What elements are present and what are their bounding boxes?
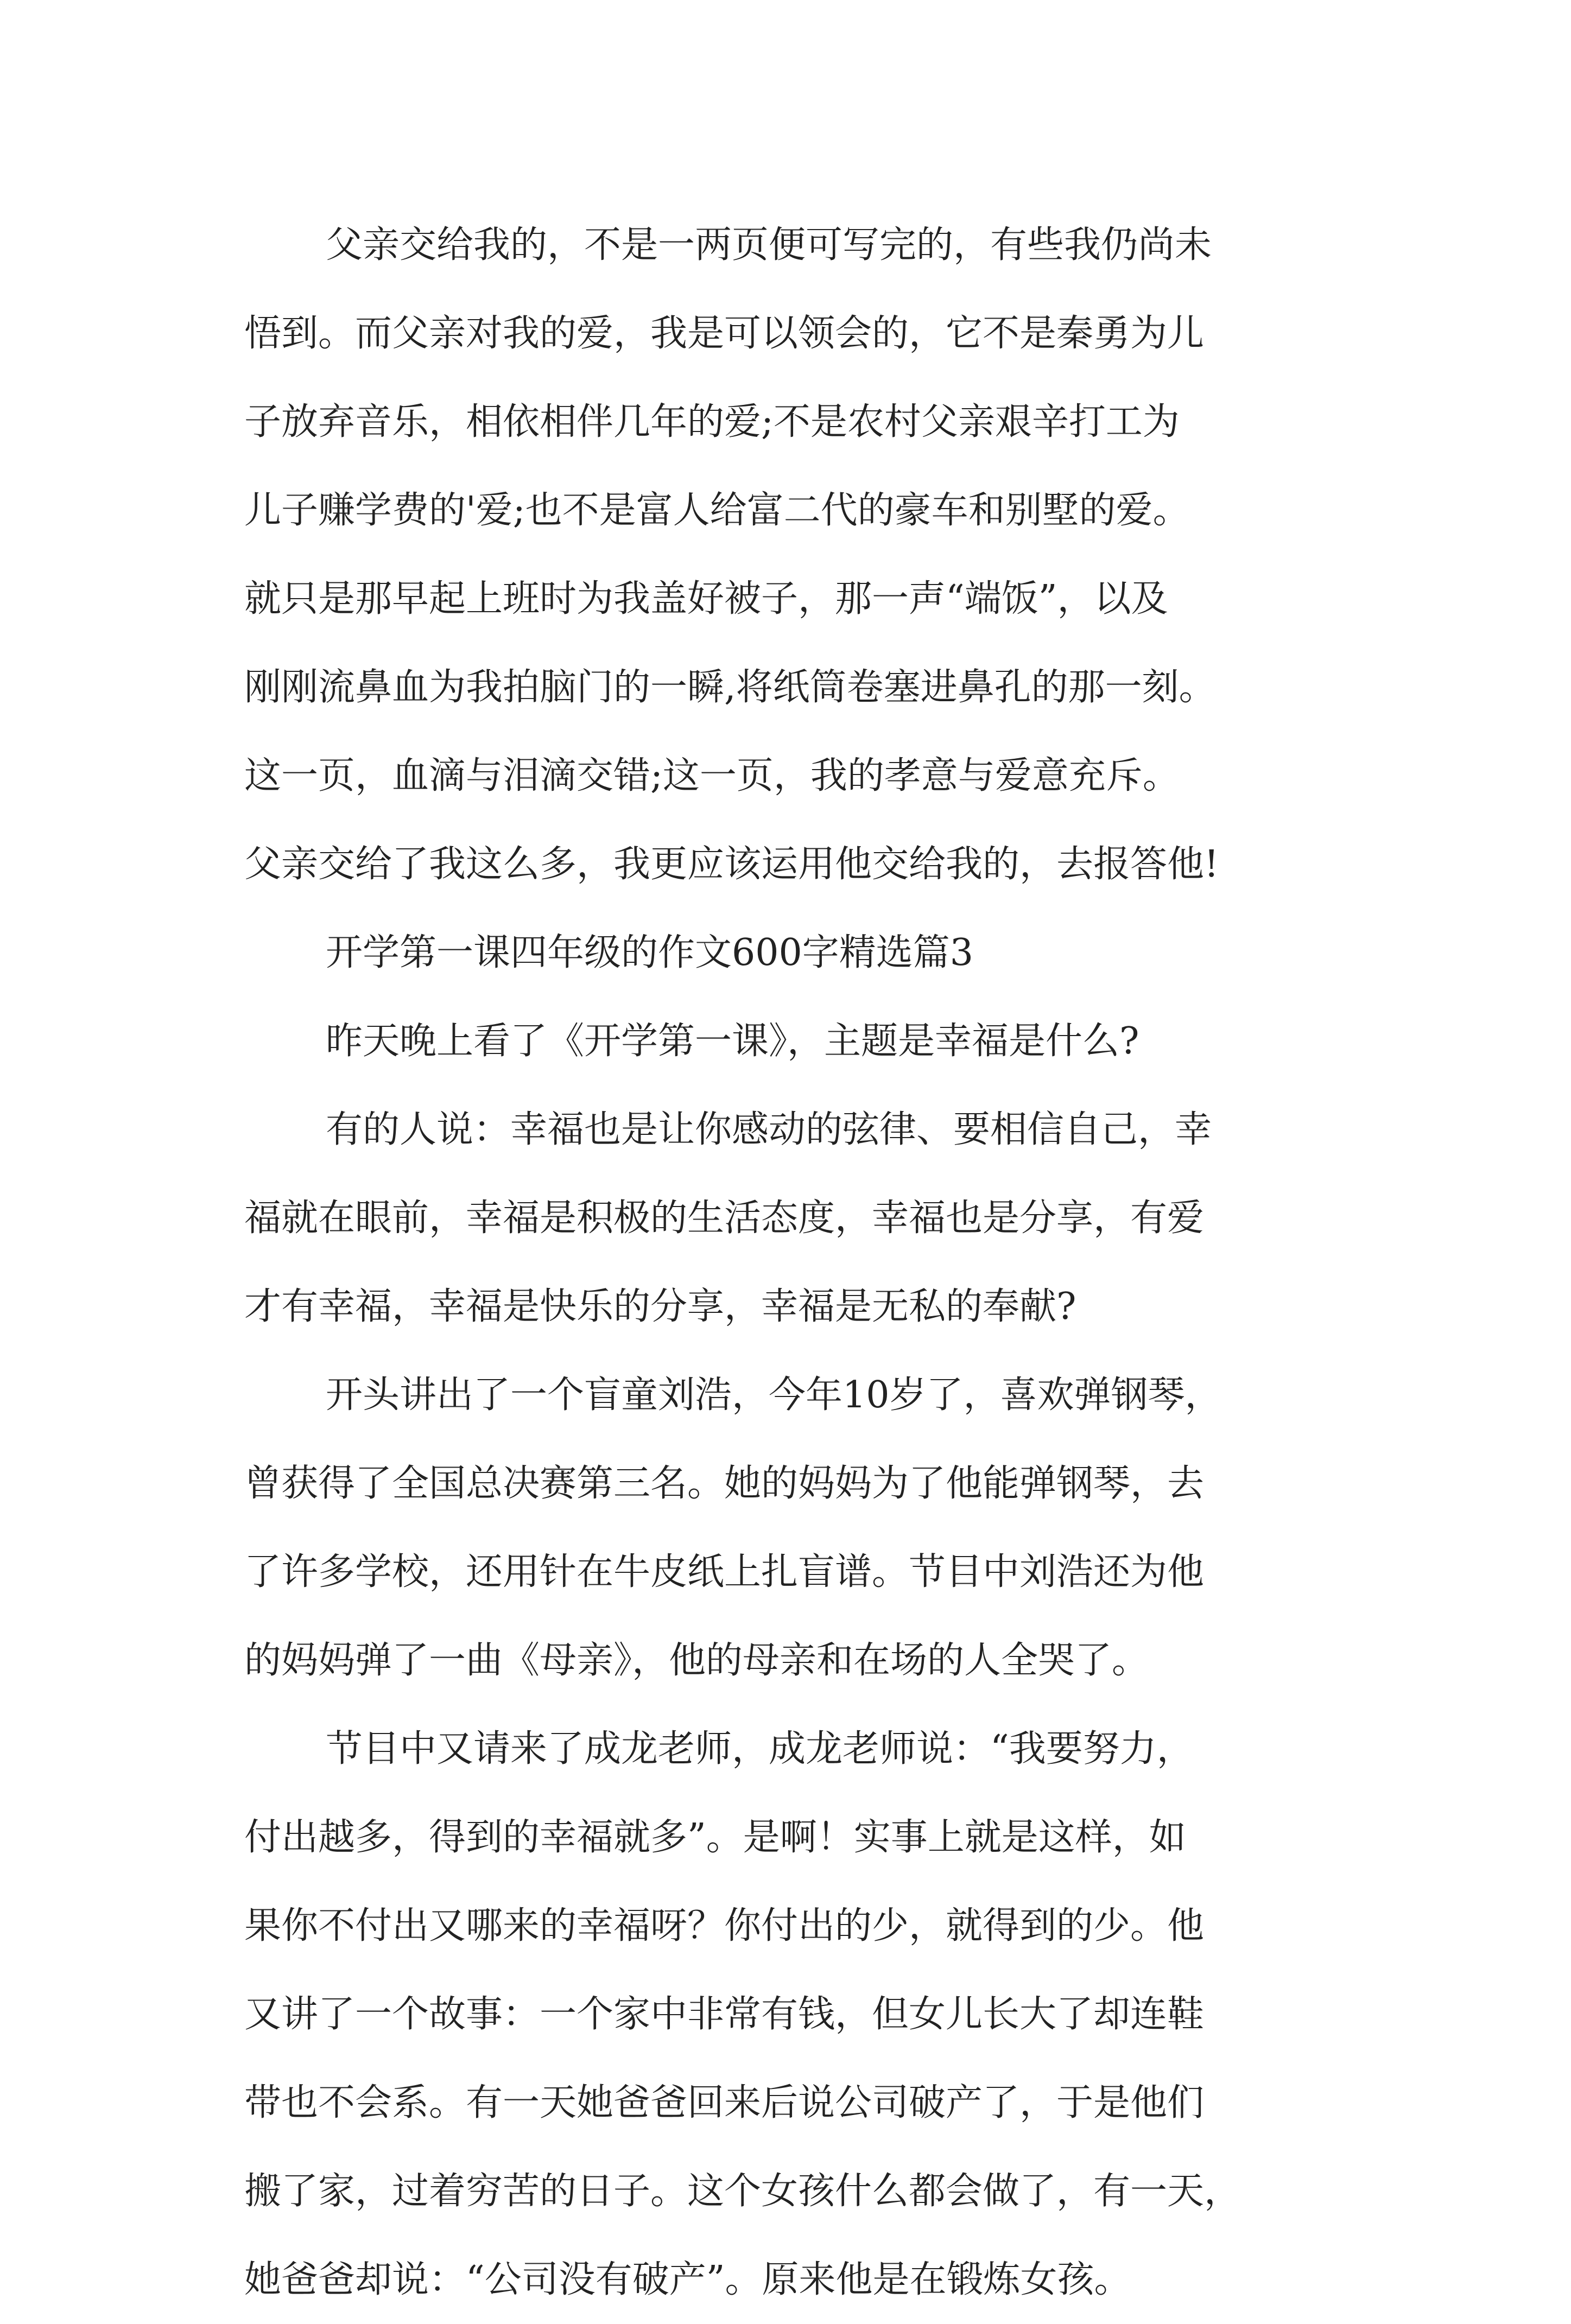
text-line: 开头讲出了一个盲童刘浩，今年10岁了，喜欢弹钢琴， [326,1374,1222,1417]
text-line: 曾获得了全国总决赛第三名。她的妈妈为了他能弹钢琴，去 [244,1462,1205,1505]
text-line: 的妈妈弹了一曲《母亲》，他的母亲和在场的人全哭了。 [244,1639,1149,1682]
text-line: 这一页，血滴与泪滴交错;这一页，我的孝意与爱意充斥。 [244,754,1180,797]
text-line: 搬了家，过着穷苦的日子。这个女孩什么都会做了，有一天， [244,2170,1241,2213]
document-body [244,201,1352,2324]
text-line: 悟到。而父亲对我的爱，我是可以领会的，它不是秦勇为儿 [244,312,1205,355]
text-line: 儿子赚学费的'爱;也不是富人给富二代的豪车和别墅的爱。 [244,489,1190,532]
text-line: 有的人说：幸福也是让你感动的弦律、要相信自己，幸 [326,1108,1212,1151]
text-line: 她爸爸却说：“公司没有破产”。原来他是在锻炼女孩。 [244,2258,1131,2301]
text-line: 昨天晚上看了《开学第一课》，主题是幸福是什么? [326,1020,1139,1063]
text-line: 果你不付出又哪来的幸福呀？你付出的少，就得到的少。他 [244,1904,1205,1947]
text-line: 了许多学校，还用针在牛皮纸上扎盲谱。节目中刘浩还为他 [244,1551,1205,1593]
text-line: 子放弃音乐，相依相伴几年的爱;不是农村父亲艰辛打工为 [244,401,1180,443]
text-line: 节目中又请来了成龙老师，成龙老师说：“我要努力， [326,1728,1194,1770]
text-line: 父亲交给我的，不是一两页便可写完的，有些我仍尚未 [326,224,1212,266]
text-line: 带也不会系。有一天她爸爸回来后说公司破产了，于是他们 [244,2081,1205,2124]
text-line: 又讲了一个故事：一个家中非常有钱，但女儿长大了却连鞋 [244,1993,1205,2036]
text-line: 就只是那早起上班时为我盖好被子，那一声“端饭”，以及 [244,577,1168,620]
text-line: 福就在眼前，幸福是积极的生活态度，幸福也是分享，有爱 [244,1197,1205,1240]
text-line: 才有幸福，幸福是快乐的分享，幸福是无私的奉献? [244,1285,1076,1328]
text-line: 付出越多，得到的幸福就多”。是啊！实事上就是这样，如 [244,1816,1186,1859]
section-heading: 开学第一课四年级的作文600字精选篇3 [326,931,974,974]
text-line: 父亲交给了我这么多，我更应该运用他交给我的，去报答他! [244,843,1219,886]
text-line: 刚刚流鼻血为我拍脑门的一瞬,将纸筒卷塞进鼻孔的那一刻。 [244,666,1216,709]
